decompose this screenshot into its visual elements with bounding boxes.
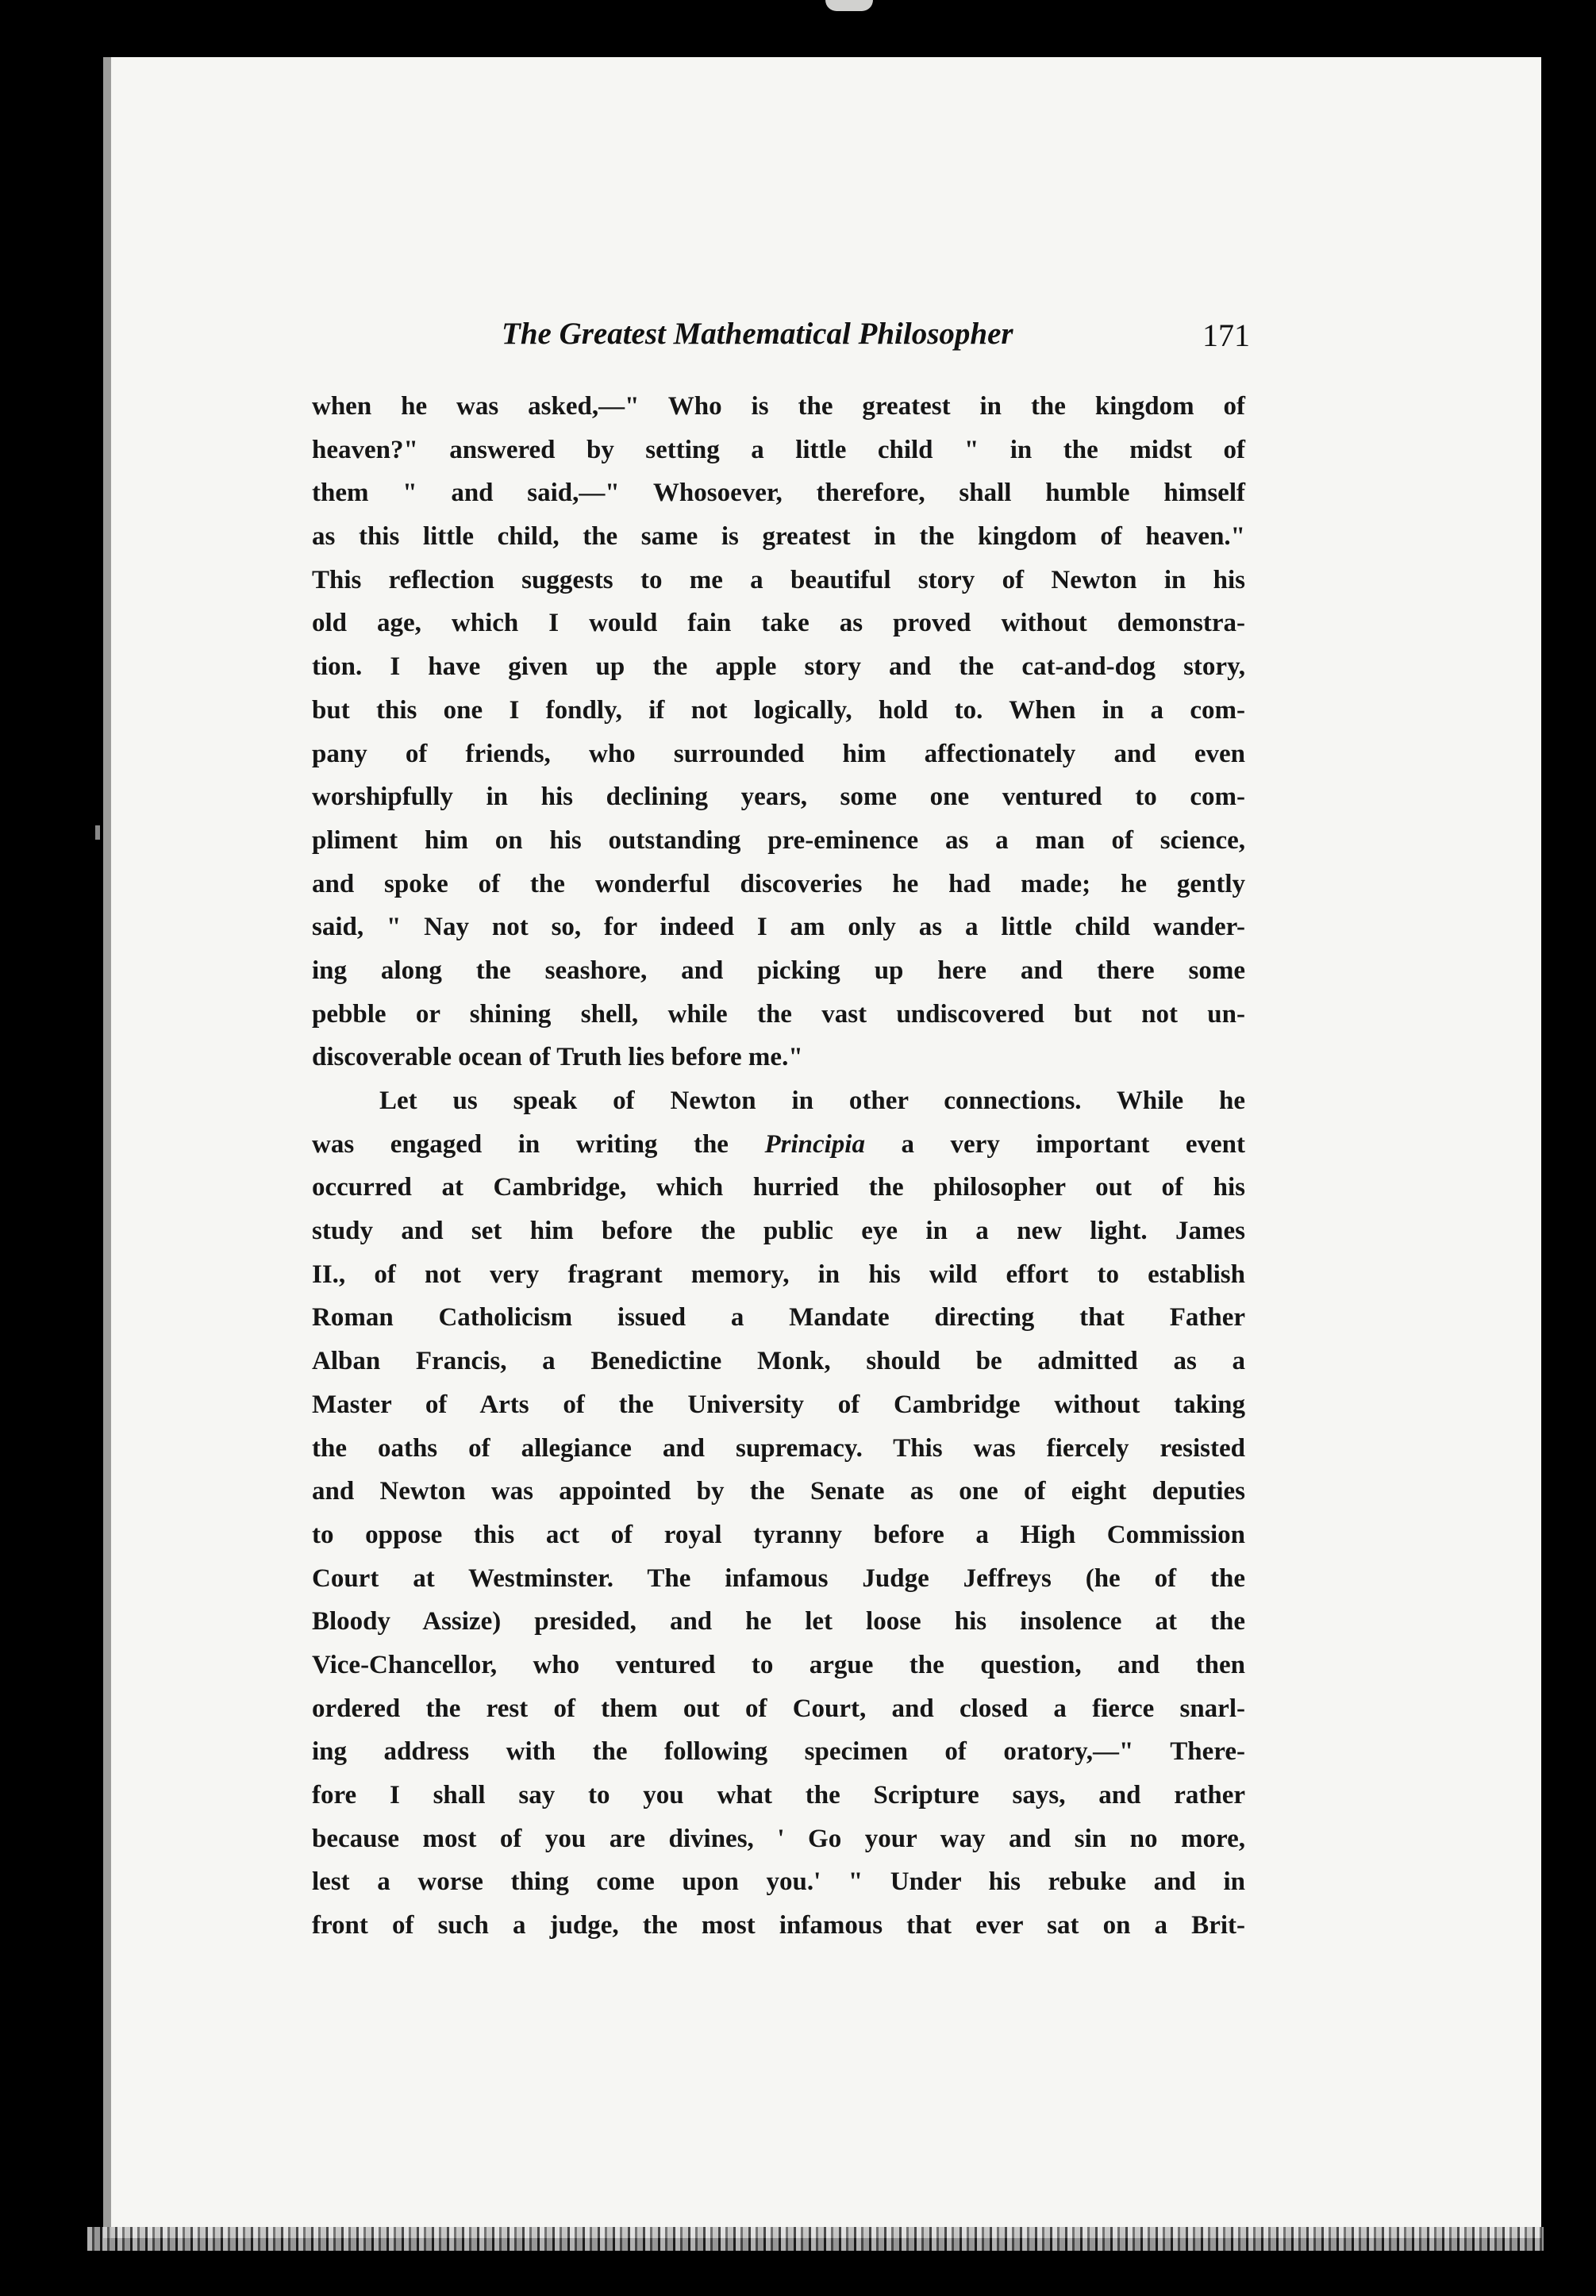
text-line: pebble or shining shell, while the vast undiscovered but not un- <box>312 999 1245 1029</box>
text-line: This reflection suggests to me a beautiful story of Newton in his <box>312 565 1245 594</box>
paragraph <box>312 385 1245 1079</box>
text-line: Vice-Chancellor, who ventured to argue the question, and then <box>312 1650 1245 1679</box>
text-line: heaven?" answered by setting a little child " in the midst of <box>312 435 1245 464</box>
text-line: ordered the rest of them out of Court, and closed a fierce snarl- <box>312 1694 1245 1723</box>
text-line: as this little child, the same is greatest in the kingdom of heaven." <box>312 522 1245 552</box>
page-bottom-edge <box>87 2227 1544 2251</box>
text-line: ing along the seashore, and picking up here and there some <box>312 956 1245 985</box>
running-head: The Greatest Mathematical Philosopher <box>502 317 1013 351</box>
text-line: Bloody Assize) presided, and he let loose his insolence at the <box>312 1607 1245 1636</box>
text-line: tion. I have given up the apple story and the cat-and-dog story, <box>312 652 1245 682</box>
text-line: pliment him on his outstanding pre-eminence as a man of science, <box>312 825 1245 855</box>
text-line: because most of you are divines, ' Go your way and sin no more, <box>312 1824 1245 1853</box>
text-line: old age, which I would fain take as proved without demonstra- <box>312 609 1245 638</box>
text-line: Master of Arts of the University of Cambridge without taking <box>312 1390 1245 1419</box>
text-line: front of such a judge, the most infamous that ever sat on a Brit- <box>312 1911 1245 1940</box>
text-line: pany of friends, who surrounded him affectionately and even <box>312 739 1245 768</box>
text-line: Let us speak of Newton in other connections. While he <box>379 1086 1245 1115</box>
text-line: discoverable ocean of Truth lies before me." <box>312 1043 803 1072</box>
page-number: 171 <box>1202 317 1250 353</box>
text-line: Court at Westminster. The infamous Judge Jeffreys (he of the <box>312 1563 1245 1593</box>
text-line: Alban Francis, a Benedictine Monk, should be admitted as a <box>312 1347 1245 1376</box>
text-line: ing address with the following specimen of oratory,—" There- <box>312 1737 1245 1767</box>
scan-artifact-top <box>825 0 873 11</box>
text-line: study and set him before the public eye in a new light. James <box>312 1217 1245 1246</box>
text-line: II., of not very fragrant memory, in his wild effort to establish <box>312 1260 1245 1289</box>
text-line: was engaged in writing the Principia a very important event <box>312 1129 1246 1159</box>
text-line: lest a worse thing come upon you.' " Under his rebuke and in <box>312 1867 1245 1897</box>
text-line: worshipfully in his declining years, some one ventured to com- <box>312 783 1245 812</box>
text-line: and Newton was appointed by the Senate as one of eight deputies <box>312 1477 1245 1506</box>
paragraph <box>312 1079 1245 1948</box>
scan-artifact-margin-mark <box>95 825 100 840</box>
text-line: when he was asked,—" Who is the greatest in the kingdom of <box>312 392 1245 421</box>
text-line: fore I shall say to you what the Scripture says, and rather <box>312 1781 1245 1809</box>
page-binding-edge <box>103 57 111 2238</box>
book-title-italic: Principia <box>764 1129 865 1159</box>
text-line: Roman Catholicism issued a Mandate directing that Father <box>312 1303 1245 1333</box>
text-line: occurred at Cambridge, which hurried the philosopher out of his <box>312 1173 1245 1202</box>
text-line: the oaths of allegiance and supremacy. This was fiercely resisted <box>312 1433 1245 1463</box>
text-line: and spoke of the wonderful discoveries he had made; he gently <box>312 869 1245 898</box>
text-line: to oppose this act of royal tyranny before a High Commission <box>312 1520 1245 1549</box>
body-text <box>312 385 1245 1948</box>
text-line: them " and said,—" Whosoever, therefore, shall humble himself <box>312 479 1245 508</box>
text-line: said, " Nay not so, for indeed I am only as a little child wander- <box>312 913 1245 942</box>
text-line: but this one I fondly, if not logically, hold to. When in a com- <box>312 695 1245 725</box>
